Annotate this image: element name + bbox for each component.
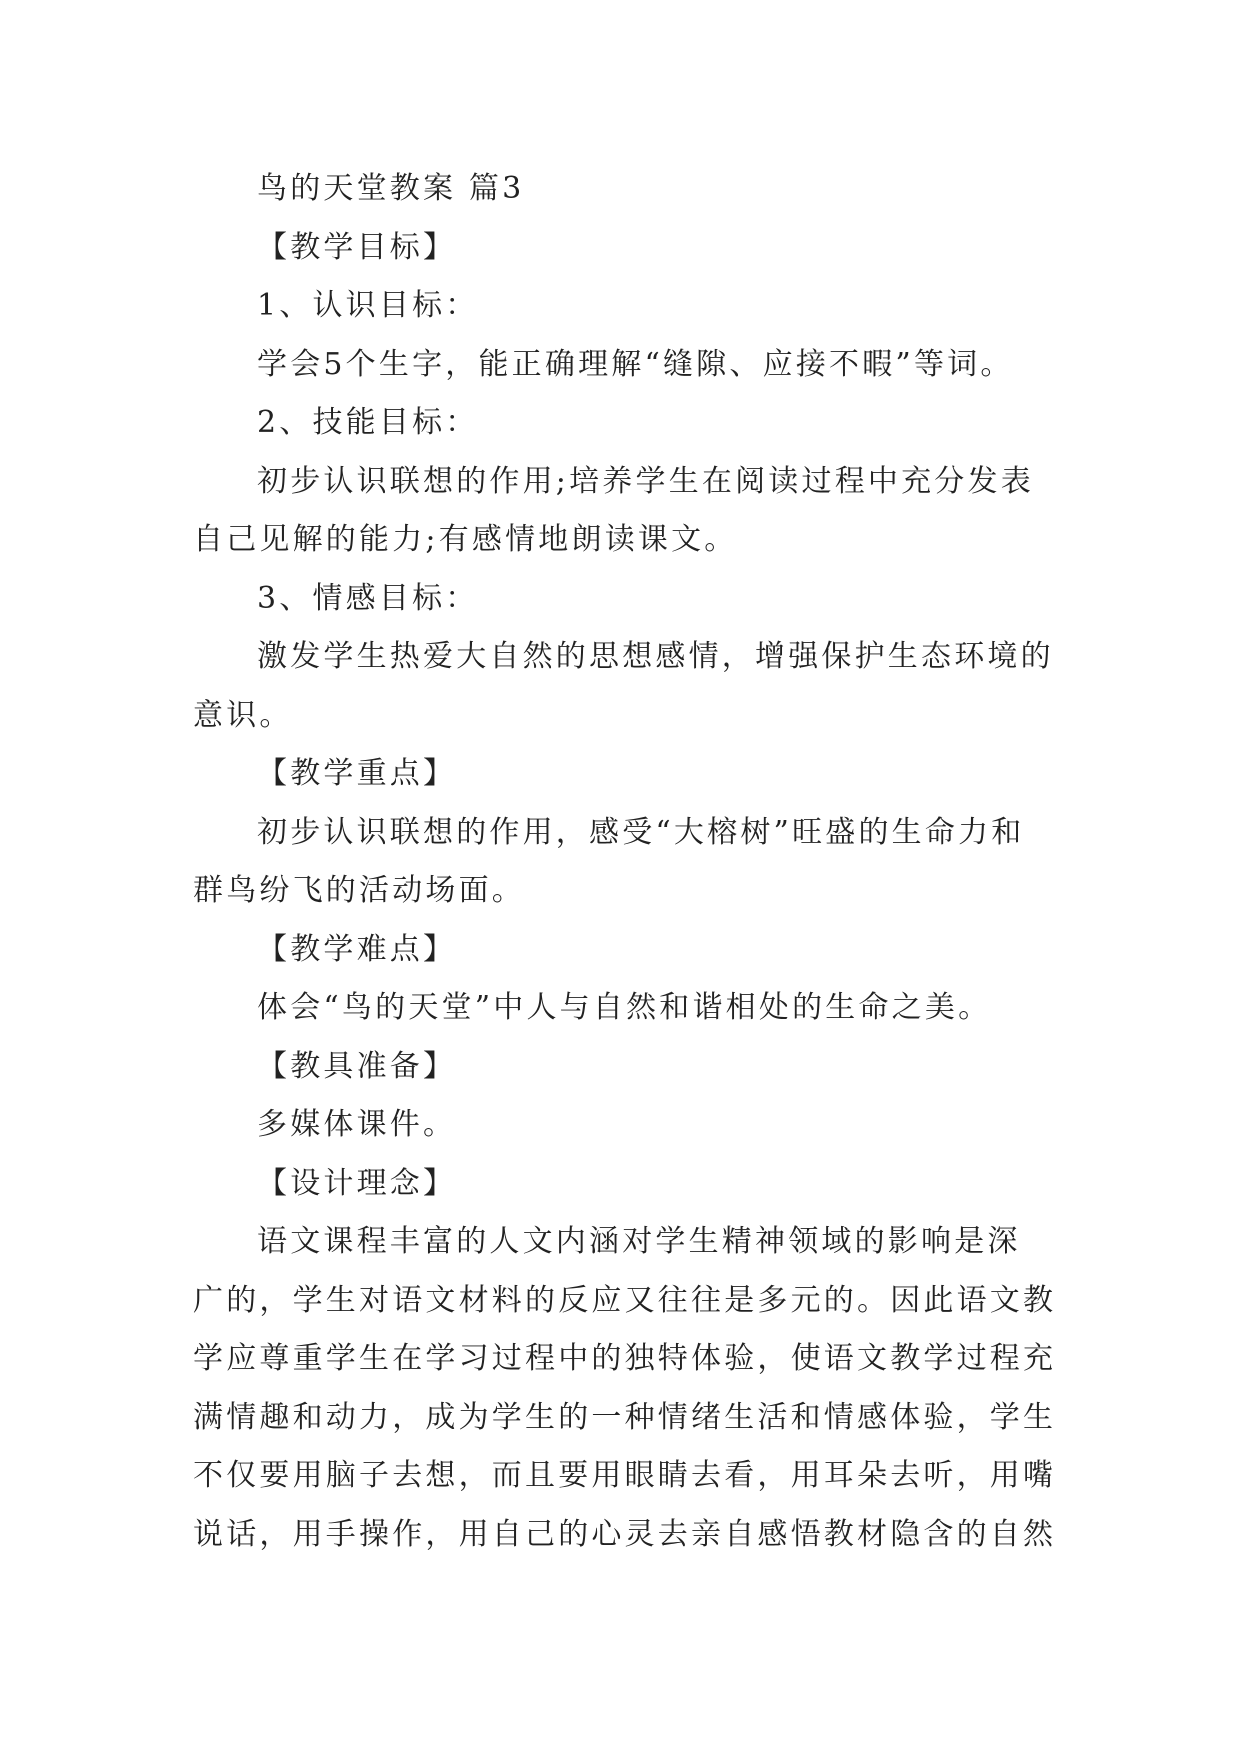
paragraph-line: 群鸟纷飞的活动场面。 <box>193 873 525 908</box>
paragraph-line: 激发学生热爱大自然的思想感情，增强保护生态环境的 <box>257 639 1054 674</box>
paragraph-line: 初步认识联想的作用;培养学生在阅读过程中充分发表 <box>257 463 1034 499</box>
paragraph-line: 多媒体课件。 <box>257 1107 457 1142</box>
subheading-cognitive-goal: 1、认识目标： <box>257 288 479 323</box>
subheading-emotion-goal: 3、情感目标： <box>257 580 479 616</box>
paragraph-line: 语文课程丰富的人文内涵对学生精神领域的影响是深 <box>257 1224 1021 1259</box>
document-title: 鸟的天堂教案 篇3 <box>257 171 525 206</box>
document-body <box>193 160 1057 1564</box>
paragraph-line: 学会5个生字，能正确理解“缝隙、应接不暇”等词。 <box>257 346 1014 382</box>
section-heading-key-points: 【教学重点】 <box>257 756 457 791</box>
section-heading-teaching-aids: 【教具准备】 <box>257 1048 457 1084</box>
paragraph-line: 满情趣和动力，成为学生的一种情绪生活和情感体验，学生 <box>193 1399 1057 1435</box>
section-heading-design-concept: 【设计理念】 <box>257 1165 457 1201</box>
paragraph-line: 学应尊重学生在学习过程中的独特体验，使语文教学过程充 <box>193 1341 1057 1376</box>
paragraph-line: 不仅要用脑子去想，而且要用眼睛去看，用耳朵去听，用嘴 <box>193 1458 1057 1493</box>
subheading-skill-goal: 2、技能目标： <box>257 405 479 440</box>
paragraph-line: 说话，用手操作，用自己的心灵去亲自感悟教材隐含的自然 <box>193 1516 1057 1552</box>
section-heading-teaching-goals: 【教学目标】 <box>257 229 457 265</box>
paragraph-line: 初步认识联想的作用，感受“大榕树”旺盛的生命力和 <box>257 814 1025 850</box>
paragraph-line: 广的，学生对语文材料的反应又往往是多元的。因此语文教 <box>193 1282 1057 1318</box>
paragraph-line: 意识。 <box>193 697 293 733</box>
section-heading-difficulties: 【教学难点】 <box>257 931 457 967</box>
paragraph-line: 体会“鸟的天堂”中人与自然和谐相处的生命之美。 <box>257 990 992 1025</box>
paragraph-line: 自己见解的能力;有感情地朗读课文。 <box>193 522 738 557</box>
